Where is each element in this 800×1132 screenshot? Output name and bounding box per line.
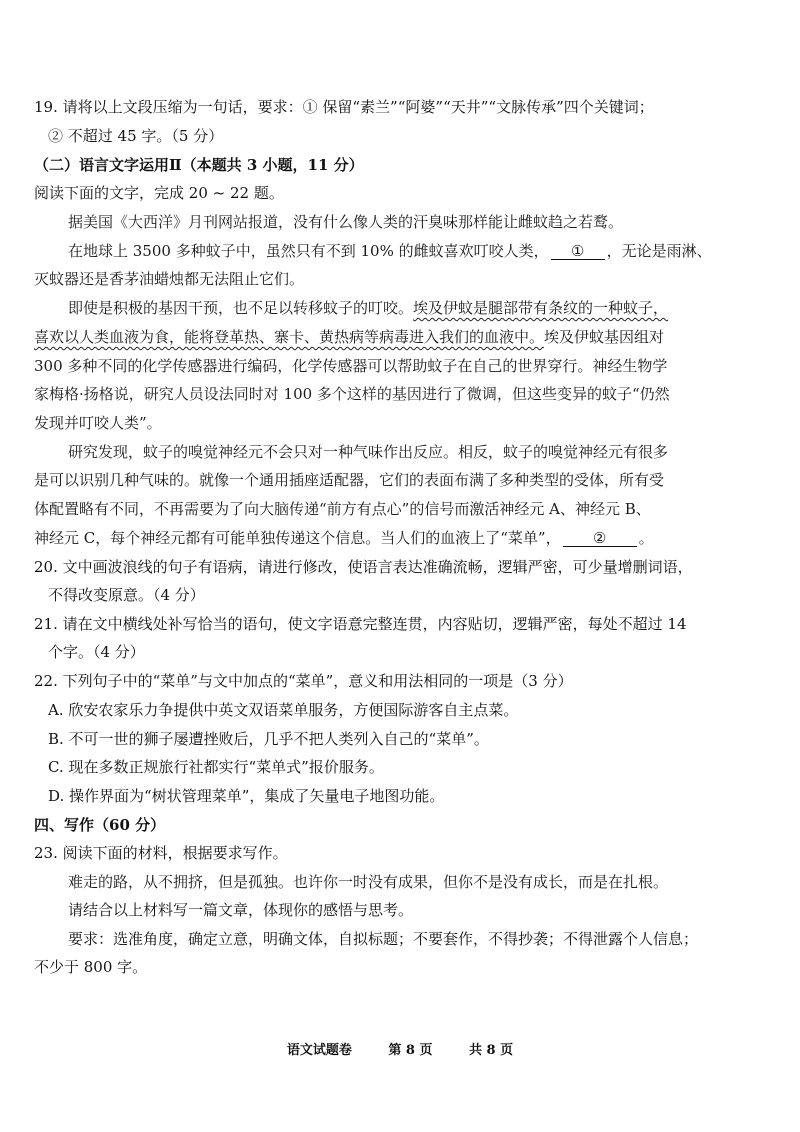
q23-instruction: 请结合以上材料写一篇文章，体现你的感悟与思考。 — [68, 901, 414, 919]
passage-p3-line3: 300 多种不同的化学传感器进行编码，化学传感器可以帮助蚊子在自己的世界穿行。神经生物学 — [34, 357, 668, 375]
q23-stem: 23. 阅读下面的材料，根据要求写作。 — [34, 844, 288, 862]
q19-line1: 19. 请将以上文段压缩为一句话，要求：① 保留“素兰”“阿婆”“天井”“文脉传承”四个关键词； — [34, 98, 654, 116]
q22-option-a: A. 欣安农家乐力争提供中英文双语菜单服务，方便国际游客自主点菜。 — [48, 701, 519, 719]
q20-line2: 不得改变原意。（4 分） — [48, 586, 205, 604]
passage-p2-a: 在地球上 3500 多种蚊子中，虽然只有不到 10% 的雌蚊喜欢叮咬人类， — [68, 242, 549, 260]
q20-line1: 20. 文中画波浪线的句子有语病，请进行修改，使语言表达准确流畅，逻辑严密，可少量增删词语， — [34, 558, 693, 576]
q23-requirements-line1: 要求：选准角度，确定立意，明确文体，自拟标题；不要套作，不得抄袭；不得泄露个人信息； — [68, 930, 699, 948]
passage-p4-line2: 是可以识别几种气味的。就像一个通用插座适配器，它们的表面布满了多种类型的受体，所有受 — [34, 471, 665, 489]
passage-p4-line1: 研究发现，蚊子的嗅觉神经元不会只对一种气味作出反应。相反，蚊子的嗅觉神经元有很多 — [68, 443, 669, 461]
section4-title: 四、写作（60 分） — [34, 816, 166, 834]
footer-title: 语文试题卷 — [286, 1043, 352, 1058]
q21-line1: 21. 请在文中横线处补写恰当的语句，使文字语意完整连贯，内容贴切，逻辑严密，每处不超过 14 — [34, 615, 687, 633]
passage-p4-d: 神经元 C，每个神经元都有可能单独传递这个信息。当人们的血液上了“菜单”， — [34, 529, 561, 547]
passage-p2-b: ，无论是雨淋、 — [606, 242, 712, 260]
wavy-sentence-part2: 喜欢以人类血液为食，能将登革热、寨卡、黄热病等病毒进入我们的血液中。 — [34, 328, 545, 346]
passage-p3-b: 埃及伊蚊基因组对 — [544, 328, 665, 346]
passage-p3-line2 — [34, 326, 800, 348]
q23-material: 难走的路，从不拥挤，但是孤独。也许你一时没有成果，但你不是没有成长，而是在扎根。 — [68, 873, 669, 891]
q22-option-b: B. 不可一世的狮子屡遭挫败后，几乎不把人类列入自己的“菜单”。 — [48, 730, 489, 748]
passage-p2-line1 — [68, 240, 800, 262]
q19-line2: ② 不超过 45 字。（5 分） — [48, 127, 224, 145]
passage-p3-line4: 家梅格·扬格说，研究人员设法同时对 100 多个这样的基因进行了微调，但这些变异的蚊子“仍然 — [34, 385, 670, 403]
passage-p3-line5: 发现并叮咬人类”。 — [34, 414, 162, 432]
q23-requirements-line2: 不少于 800 字。 — [34, 958, 148, 976]
blank-2: ② — [563, 530, 637, 547]
passage-p2-line2: 灭蚊器还是香茅油蜡烛都无法阻止它们。 — [34, 270, 305, 288]
q22-option-d: D. 操作界面为“树状管理菜单”，集成了矢量电子地图功能。 — [48, 787, 445, 805]
wavy-sentence-part1: 埃及伊蚊是腿部带有条纹的一种蚊子， — [413, 299, 669, 317]
footer-total-pages: 共 8 页 — [469, 1043, 514, 1058]
blank-1: ① — [551, 243, 605, 260]
passage-p3-a: 即使是积极的基因干预，也不足以转移蚊子的叮咬。 — [68, 299, 414, 317]
passage-p4-end: 。 — [638, 529, 654, 547]
passage-p4-line3: 体配置略有不同，不再需要为了向大脑传递“前方有点心”的信号而激活神经元 A、神经元 B、 — [34, 500, 651, 518]
footer-page-number: 第 8 页 — [388, 1043, 433, 1058]
reading-intro: 阅读下面的文字，完成 20 ~ 22 题。 — [34, 184, 284, 202]
passage-p4-line4 — [34, 527, 800, 549]
page-footer — [0, 1042, 800, 1060]
q21-line2: 个字。（4 分） — [48, 643, 145, 661]
q22-stem: 22. 下列句子中的“菜单”与文中加点的“菜单”，意义和用法相同的一项是（3 分） — [34, 672, 573, 690]
passage-p3-line1 — [68, 297, 800, 319]
section2-title: （二）语言文字运用Ⅱ（本题共 3 小题，11 分） — [34, 156, 364, 174]
q22-option-c: C. 现在多数正规旅行社都实行“菜单式”报价服务。 — [48, 758, 384, 776]
passage-p1: 据美国《大西洋》月刊网站报道，没有什么像人类的汗臭味那样能让雌蚊趋之若鹜。 — [68, 213, 624, 231]
